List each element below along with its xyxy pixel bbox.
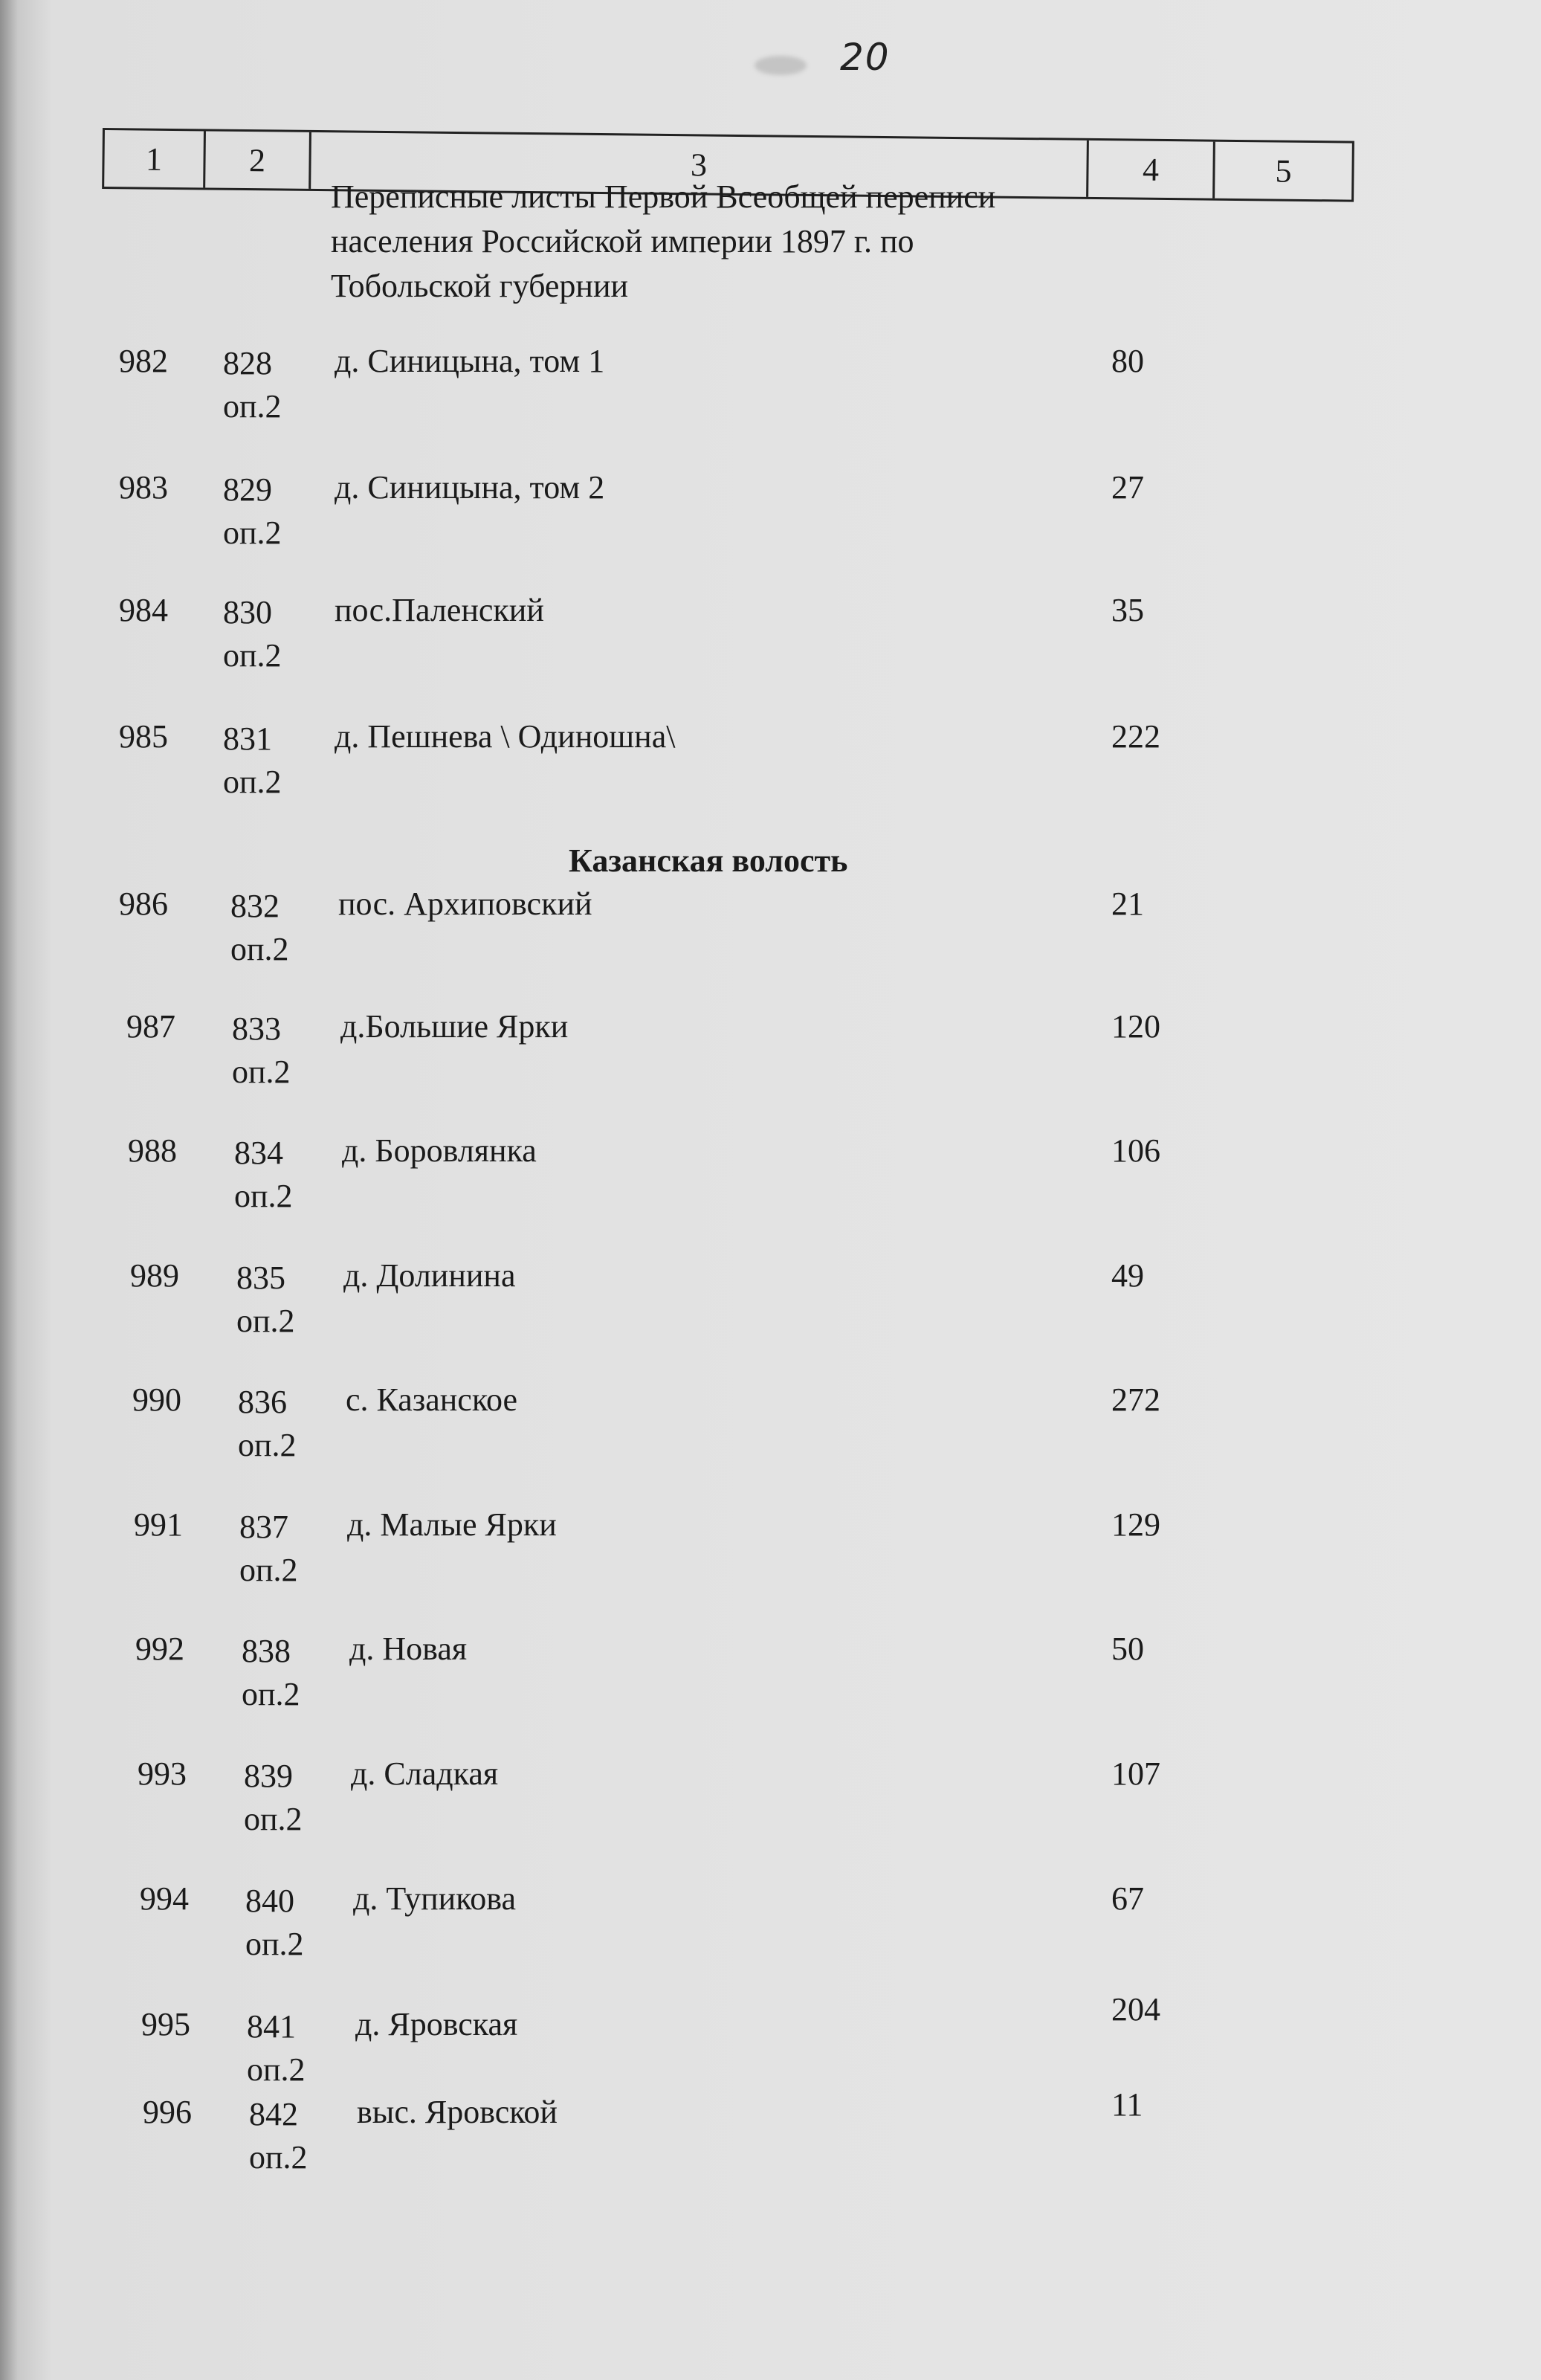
place-name: д. Новая xyxy=(349,1631,468,1667)
fund-number: 842 xyxy=(249,2096,298,2132)
sheet-count: 107 xyxy=(1111,1755,1160,1792)
fund-number: 838 xyxy=(242,1633,291,1669)
fund-number: 835 xyxy=(236,1260,285,1296)
row-number: 984 xyxy=(119,592,168,628)
fund-number: 831 xyxy=(223,720,272,757)
place-name: выс. Яровской xyxy=(357,2094,558,2130)
opis-number: оп.2 xyxy=(242,1676,300,1712)
fund-number: 833 xyxy=(232,1010,281,1047)
opis-number: оп.2 xyxy=(223,637,282,674)
fund-number: 841 xyxy=(247,2008,296,2045)
sheet-count: 21 xyxy=(1111,886,1144,922)
sheet-count: 67 xyxy=(1111,1880,1144,1917)
place-name: д. Долинина xyxy=(343,1257,516,1294)
column-header-5: 5 xyxy=(1275,152,1292,190)
row-number: 985 xyxy=(119,718,168,755)
fund-cell xyxy=(238,1381,297,1467)
column-header-4: 4 xyxy=(1088,141,1215,199)
row-number: 982 xyxy=(119,343,168,379)
fund-cell xyxy=(234,1132,293,1218)
fund-cell xyxy=(223,468,282,555)
table-row xyxy=(0,591,1541,680)
sheet-count: 204 xyxy=(1111,1991,1160,2028)
place-name: д. Синицына, том 2 xyxy=(335,469,605,506)
opis-number: оп.2 xyxy=(223,388,282,425)
place-name: с. Казанское xyxy=(346,1381,518,1418)
table-row xyxy=(0,1755,1541,1844)
place-name: пос. Архиповский xyxy=(338,886,592,922)
fund-cell xyxy=(236,1257,295,1343)
page-number-smudge xyxy=(755,56,807,75)
place-name: пос.Паленский xyxy=(335,592,544,628)
table-row xyxy=(0,1132,1541,1221)
table-row xyxy=(0,1257,1541,1346)
table-row xyxy=(0,1880,1541,1969)
row-number: 992 xyxy=(135,1631,184,1667)
fund-cell xyxy=(249,2093,308,2179)
column-header-2: 2 xyxy=(205,131,311,188)
fund-cell xyxy=(244,1755,303,1841)
sheet-count: 35 xyxy=(1111,592,1144,628)
place-name: д. Боровлянка xyxy=(342,1132,537,1169)
sheet-count: 120 xyxy=(1111,1008,1160,1045)
opis-number: оп.2 xyxy=(234,1178,293,1214)
sheet-count: 50 xyxy=(1111,1631,1144,1667)
row-number: 995 xyxy=(141,2006,190,2042)
fund-cell xyxy=(245,1880,304,1966)
table-row xyxy=(0,1506,1541,1595)
sheet-count: 80 xyxy=(1111,343,1144,379)
fund-number: 832 xyxy=(230,888,280,924)
column-header-1: 1 xyxy=(104,130,206,187)
fund-number: 839 xyxy=(244,1758,293,1794)
place-name: д.Большие Ярки xyxy=(340,1008,569,1045)
fund-number: 837 xyxy=(239,1509,288,1545)
fund-number: 829 xyxy=(223,471,272,508)
fund-cell xyxy=(247,2005,306,2092)
row-number: 993 xyxy=(138,1755,187,1792)
fund-cell xyxy=(223,342,282,428)
section-title: Казанская волость xyxy=(569,842,848,879)
sheet-count: 106 xyxy=(1111,1132,1160,1169)
fund-cell xyxy=(239,1506,298,1592)
sheet-count: 11 xyxy=(1111,2086,1143,2123)
document-title: Переписные листы Первой Всеобщей переписи населения Российской империи 1897 г. по Тобольской губернии xyxy=(331,178,996,304)
place-name: д. Малые Ярки xyxy=(347,1506,557,1543)
place-name: д. Яровская xyxy=(355,2006,518,2042)
opis-number: оп.2 xyxy=(223,515,282,551)
table-row xyxy=(0,2086,1541,2182)
row-number: 994 xyxy=(140,1880,189,1917)
fund-number: 836 xyxy=(238,1384,287,1420)
fund-cell xyxy=(223,717,282,804)
table-row xyxy=(0,1007,1541,1097)
sheet-count: 222 xyxy=(1111,718,1160,755)
fund-cell xyxy=(223,591,282,677)
sheet-count: 27 xyxy=(1111,469,1144,506)
fund-number: 840 xyxy=(245,1883,294,1919)
table-row xyxy=(0,342,1541,431)
sheet-count: 49 xyxy=(1111,1257,1144,1294)
table-row xyxy=(0,1991,1541,2094)
opis-number: оп.2 xyxy=(245,1926,304,1962)
place-name: д. Пешнева \ Одиношна\ xyxy=(335,718,676,755)
opis-number: оп.2 xyxy=(247,2051,306,2088)
row-number: 991 xyxy=(134,1506,183,1543)
table-row xyxy=(0,885,1541,974)
table-row xyxy=(0,1630,1541,1719)
opis-number: оп.2 xyxy=(232,1054,291,1090)
opis-number: оп.2 xyxy=(239,1552,298,1588)
fund-cell xyxy=(230,885,289,971)
row-number: 996 xyxy=(143,2094,192,2130)
place-name: д. Сладкая xyxy=(351,1755,499,1792)
place-name: д. Синицына, том 1 xyxy=(335,343,605,379)
opis-number: оп.2 xyxy=(244,1801,303,1837)
sheet-count: 129 xyxy=(1111,1506,1160,1543)
table-row xyxy=(0,717,1541,807)
row-number: 990 xyxy=(132,1381,181,1418)
table-row xyxy=(0,1381,1541,1470)
column-header-3: 3 xyxy=(311,132,1089,197)
opis-number: оп.2 xyxy=(238,1427,297,1463)
table-row xyxy=(0,468,1541,558)
place-name: д. Тупикова xyxy=(353,1880,517,1917)
page-number: 20 xyxy=(840,36,891,79)
row-number: 983 xyxy=(119,469,168,506)
row-number: 988 xyxy=(128,1132,177,1169)
sheet-count: 272 xyxy=(1111,1381,1160,1418)
row-number: 986 xyxy=(119,886,168,922)
fund-number: 828 xyxy=(223,345,272,381)
fund-number: 830 xyxy=(223,594,272,631)
fund-number: 834 xyxy=(234,1135,283,1171)
fund-cell xyxy=(232,1007,291,1094)
opis-number: оп.2 xyxy=(249,2139,308,2176)
opis-number: оп.2 xyxy=(236,1303,295,1339)
fund-cell xyxy=(242,1630,300,1716)
row-number: 989 xyxy=(130,1257,179,1294)
row-number: 987 xyxy=(126,1008,175,1045)
opis-number: оп.2 xyxy=(230,931,289,967)
opis-number: оп.2 xyxy=(223,764,282,800)
